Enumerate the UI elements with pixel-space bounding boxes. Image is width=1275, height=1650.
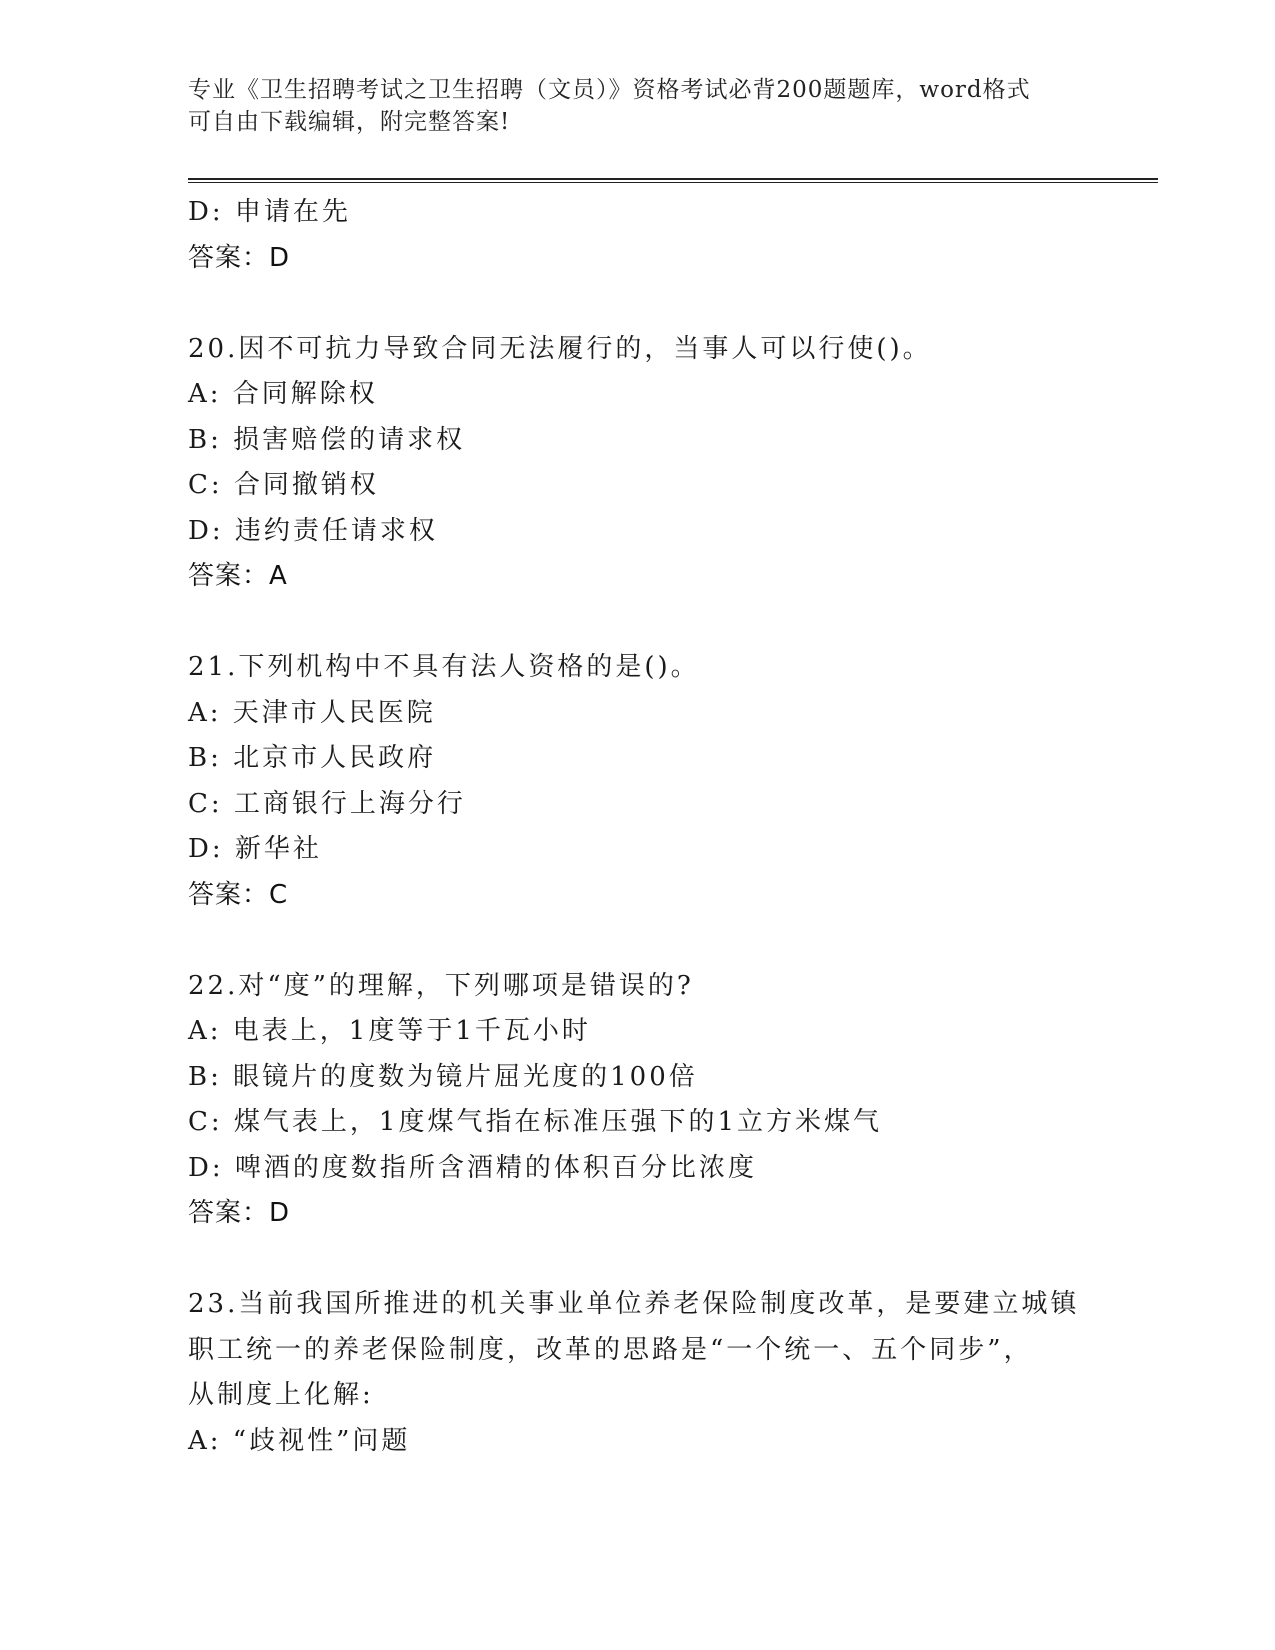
option-a: A: 合同解除权 (188, 379, 378, 409)
question-block-prev (188, 190, 1128, 281)
question-block-20 (188, 327, 1128, 600)
option-a: A: 电表上，1度等于1千瓦小时 (188, 1016, 591, 1046)
option-c: C: 合同撤销权 (188, 470, 379, 500)
question-stem: 22.对“度”的理解，下列哪项是错误的? (188, 970, 694, 1001)
option-d: D: 啤酒的度数指所含酒精的体积百分比浓度 (188, 1152, 757, 1183)
question-stem-line-1: 23.当前我国所推进的机关事业单位养老保险制度改革，是要建立城镇 (188, 1289, 1080, 1319)
question-list (188, 190, 1128, 1464)
answer-line: 答案：C (188, 879, 289, 910)
option-a: A: “歧视性”问题 (188, 1425, 411, 1456)
header-line-2: 可自由下载编辑，附完整答案! (188, 109, 511, 135)
question-block-23 (188, 1282, 1128, 1464)
option-d: D: 新华社 (188, 834, 322, 864)
option-b: B: 北京市人民政府 (188, 743, 437, 773)
question-block-22 (188, 964, 1128, 1237)
option-a: A: 天津市人民医院 (188, 697, 436, 728)
question-stem: 20.因不可抗力导致合同无法履行的，当事人可以行使()。 (188, 333, 932, 364)
question-stem: 21.下列机构中不具有法人资格的是()。 (188, 652, 700, 682)
option-b: B: 眼镜片的度数为镜片屈光度的100倍 (188, 1061, 698, 1092)
answer-line: 答案：A (188, 561, 288, 591)
header-line-1: 专业《卫生招聘考试之卫生招聘（文员）》资格考试必背200题题库，word格式 (188, 77, 1031, 103)
option-d: D: 违约责任请求权 (188, 515, 438, 546)
answer-line: 答案：D (188, 242, 291, 273)
option-b: B: 损害赔偿的请求权 (188, 424, 466, 455)
option-c: C: 工商银行上海分行 (188, 788, 466, 819)
question-stem-line-2: 职工统一的养老保险制度，改革的思路是“一个统一、五个同步”， (188, 1334, 1033, 1365)
answer-line: 答案：D (188, 1198, 291, 1228)
question-stem-line-3: 从制度上化解: (188, 1380, 374, 1410)
question-block-21 (188, 645, 1128, 918)
option-c: C: 煤气表上，1度煤气指在标准压强下的1立方米煤气 (188, 1107, 883, 1137)
option-d: D: 申请在先 (188, 197, 351, 227)
document-header (188, 74, 1088, 138)
header-divider (188, 178, 1158, 183)
